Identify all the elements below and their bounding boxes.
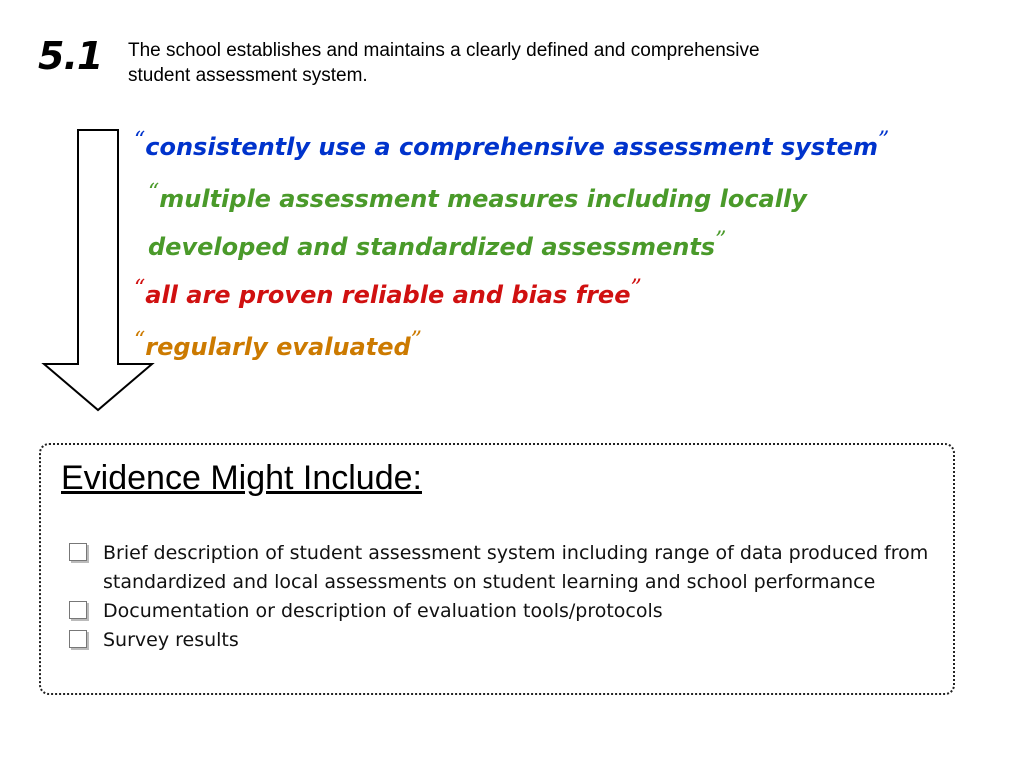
evidence-item-text: Documentation or description of evaluation tools/protocols bbox=[103, 600, 663, 622]
quote-reliable-bias-free bbox=[134, 268, 642, 316]
evidence-box bbox=[39, 443, 955, 695]
quote-multiple-measures bbox=[148, 172, 908, 268]
evidence-item bbox=[69, 539, 949, 597]
evidence-item bbox=[69, 626, 949, 655]
standard-description-line1: The school establishes and maintains a clearly defined and comprehensive bbox=[128, 40, 760, 61]
evidence-list bbox=[69, 539, 949, 655]
open-quote-mark: “ bbox=[134, 276, 146, 301]
evidence-item-text: Survey results bbox=[103, 629, 239, 651]
standard-description bbox=[128, 38, 948, 88]
evidence-item bbox=[69, 597, 949, 626]
open-quote-mark: “ bbox=[148, 180, 160, 205]
quote-text: consistently use a comprehensive assessment system bbox=[145, 133, 878, 161]
evidence-item-text-line1: Brief description of student assessment system including range of data produced from bbox=[103, 542, 929, 564]
close-quote-mark: ” bbox=[410, 328, 422, 353]
close-quote-mark: ” bbox=[630, 276, 642, 301]
open-quote-mark: “ bbox=[134, 128, 146, 153]
quote-regularly-evaluated bbox=[134, 320, 422, 368]
checkbox-icon bbox=[69, 601, 87, 619]
standard-number: 5.1 bbox=[38, 34, 103, 78]
quote-text-line1: multiple assessment measures including locally bbox=[159, 185, 807, 213]
close-quote-mark: ” bbox=[877, 128, 890, 153]
checkbox-icon bbox=[69, 630, 87, 648]
evidence-title: Evidence Might Include: bbox=[61, 459, 422, 497]
quote-text: regularly evaluated bbox=[145, 333, 411, 361]
evidence-item-text-line2: standardized and local assessments on student learning and school performance bbox=[103, 571, 876, 593]
quote-text: all are proven reliable and bias free bbox=[145, 281, 631, 309]
open-quote-mark: “ bbox=[134, 328, 146, 353]
standard-description-line2: student assessment system. bbox=[128, 65, 368, 86]
quote-text-line2: developed and standardized assessments bbox=[148, 233, 716, 261]
checkbox-icon bbox=[69, 543, 87, 561]
close-quote-mark: ” bbox=[715, 228, 727, 253]
quote-consistently-use bbox=[134, 120, 889, 168]
